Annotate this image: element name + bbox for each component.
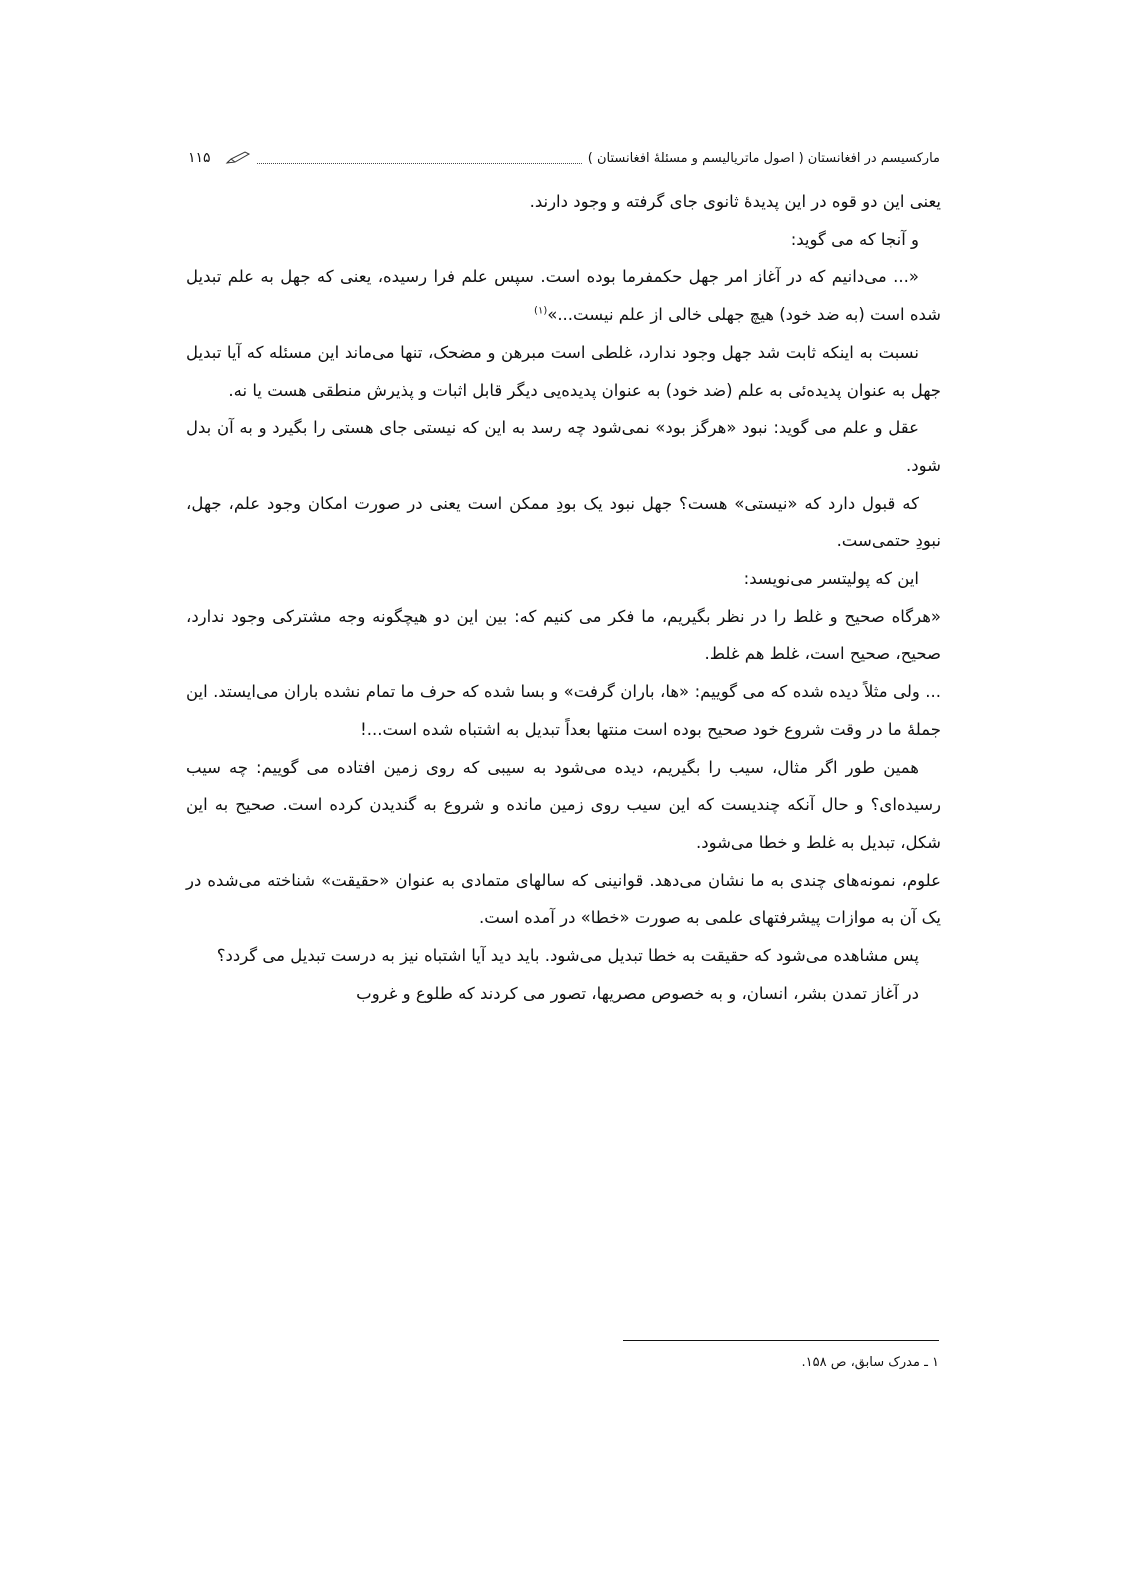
paragraph: پس مشاهده می‌شود که حقیقت به خطا تبدیل می‌شود. باید دید آیا اشتباه نیز به درست تبدیل می گردد؟ [216,946,919,966]
pen-icon [225,151,251,165]
paragraph: نسبت به اینکه ثابت شد جهل وجود ندارد، غلطی است مبرهن و مضحک، تنها می‌ماند این مسئله که آیا تبدیل جهل به عنوان پدیده‌ئی به علم (ضد خود) به عنوان پدیده‌یی دیگر قابل اثبات و پذیرش منطقی هست یا نه. [186,342,941,400]
body-text [186,183,941,1012]
paragraph: عقل و علم می گوید: نبود «هرگز بود» نمی‌شود چه رسد به این که نیستی جای هستی را بگیرد و به آن بدل شود. [186,418,941,475]
paragraph: «هرگاه صحیح و غلط را در نظر بگیریم، ما فکر می کنیم که: بین این دو هیچگونه وجه مشترکی وجود ندارد، صحیح، صحیح است، غلط هم غلط. [186,606,941,664]
quote-text: «... می‌دانیم که در آغاز امر جهل حکمفرما بوده است. سپس علم فرا رسیده، یعنی که جهل به علم تبدیل شده است (به ضد خود) هیچ جهلی خالی از علم نیست...» [186,267,941,325]
paragraph: در آغاز تمدن بشر، انسان، و به خصوص مصریها، تصور می کردند که طلوع و غروب [356,983,919,1003]
footnote: ۱ ـ مدرک سابق، ص ۱۵۸. [801,1355,939,1370]
paragraph: علوم، نمونه‌های چندی به ما نشان می‌دهد. قوانینی که سالهای متمادی به عنوان «حقیقت» شناخته می‌شده در یک آن به موازات پیشرفتهای علمی به صورت «خطا» در آمده است. [186,870,941,928]
paragraph: ... ولی مثلاً دیده شده که می گوییم: «ها، باران گرفت» و بسا شده که حرف ما تمام نشده باران می‌ایستد. این جملهٔ ما در وقت شروع خود صحیح بوده است منتها بعداً تبدیل به اشتباه شده است...! [186,682,941,739]
quote-paragraph [186,258,941,333]
paragraph: و آنجا که می گوید: [790,229,919,249]
footnote-reference[interactable]: (۱) [534,305,548,317]
header-dotted-leader [257,163,582,164]
paragraph: این که پولیتسر می‌نویسد: [743,569,919,589]
page-header [188,145,940,171]
paragraph: همین طور اگر مثال، سیب را بگیریم، دیده می‌شود به سیبی که روی زمین افتاده می گوییم: چه سیب رسیده‌ای؟ و حال آنکه چندیست که این سیب روی زمین مانده و شروع به گندیدن کرده است. صحیح به این شکل، تبدیل به غلط و خطا می‌شود. [186,757,941,852]
page-number: ۱۱۵ [188,150,211,166]
paragraph: یعنی این دو قوه در این پدیدهٔ ثانوی جای گرفته و وجود دارند. [529,192,941,211]
running-title: مارکسیسم در افغانستان ( اصول ماتریالیسم و مسئلهٔ افغانستان ) [587,150,940,166]
footnote-divider [623,1340,939,1341]
paragraph: که قبول دارد که «نیستی» هست؟ جهل نبود یک بودِ ممکن است یعنی در صورت امکان وجود علم، جهل، نبودِ حتمی‌ست. [186,493,941,551]
